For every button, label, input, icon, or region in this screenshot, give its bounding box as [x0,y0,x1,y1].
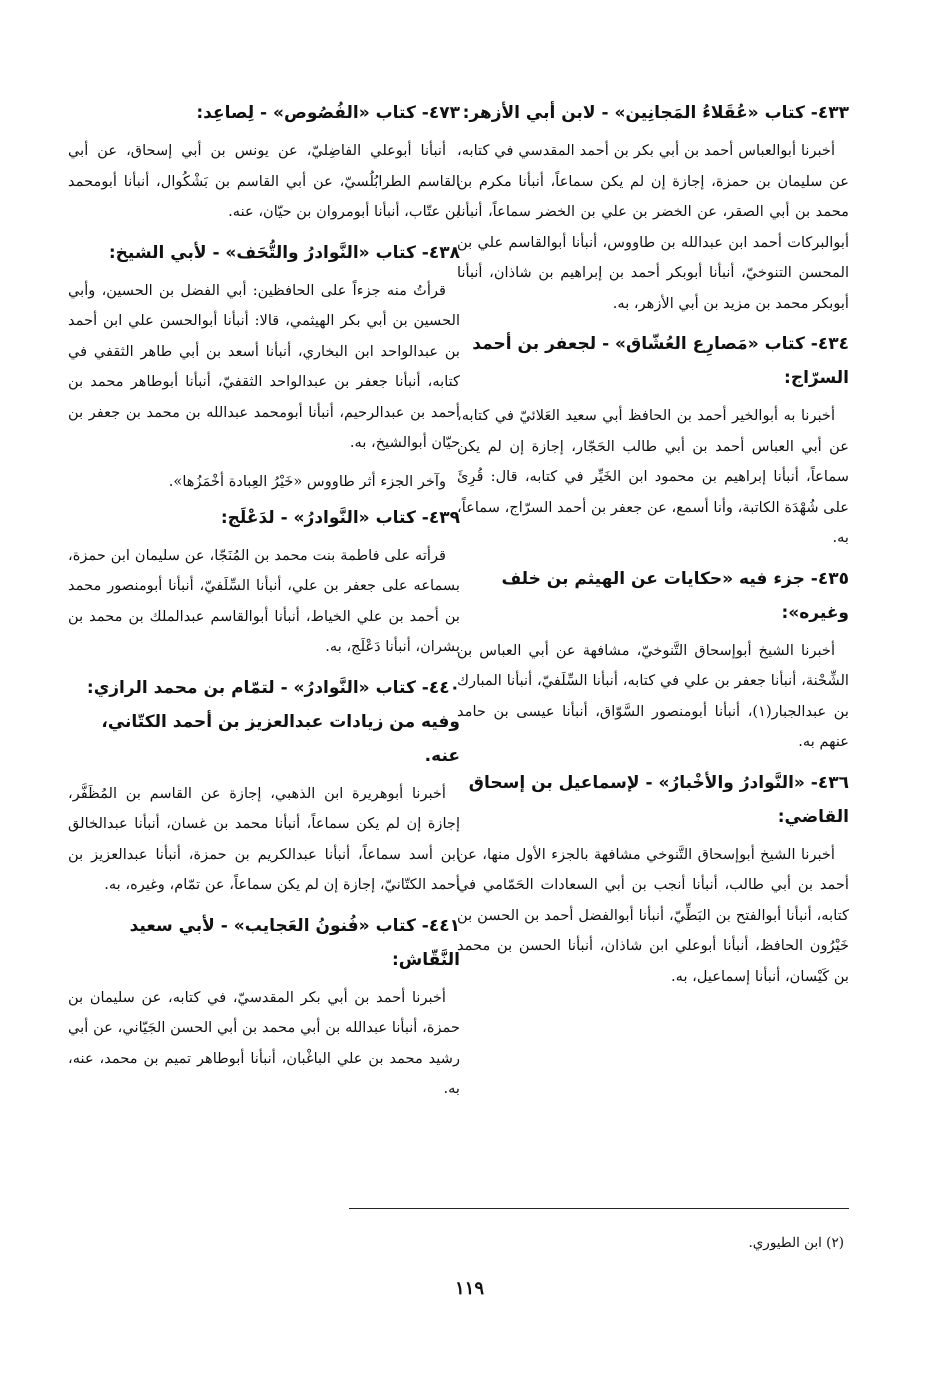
entry-text: أخبرنا الشيخ أبوإسحاق التَّنوخيّ، مشافهة عن أبي العباس بن الشِّحْنة، أنبأنا جعفر بن علي في كتابه، أنبأنا السِّلَفيّ، أنبأنا المبارك بن عبدالجبار(١)، أنبأنا أبومنصور السَّوّاق، أنبأنا عيسى بن حامد عنهم به. [457,641,849,750]
entry-text: قرأتُ منه جزءاً على الحافظين: أبي الفضل بن الحسين، وأبي الحسين بن أبي بكر الهيثمي، قالا: أنبأنا أبوالحسن علي ابن أحمد بن عبدالواحد ابن البخاري، أنبأنا أسعد بن أبي طاهر الثقفي في كتابه، أنبأنا جعفر بن عبدالواحد الثقفيّ، أنبأنا أبوطاهر محمد بن أحمد بن عبدالرحيم، أنبأنا أبومحمد عبدالله بن محمد بن جعفر بن حيّان أبوالشيخ، به. [68,281,460,451]
entry-435 [457,562,849,758]
entry-text: أخبرنا أحمد بن أبي بكر المقدسيّ، في كتابه، عن سليمان بن حمزة، أنبأنا عبدالله بن أبي محمد بن أبي الحسن الجَيّاني، عن أبي رشيد محمد بن علي الباغْبان، أنبأنا أبوطاهر تميم بن محمد، عنه، به. [68,988,460,1097]
entry-440 [68,671,460,901]
entry-473 [68,96,460,228]
entry-heading: ٤٣٦- «النَّوادرُ والأخْبارُ» - لإسماعيل بن إسحاق القاضي: [468,772,849,827]
entry-text: أخبرنا الشيخ أبوإسحاق التَّنوخي مشافهة بالجزء الأول منها، عن أحمد بن أبي طالب، أنبأنا أنجب بن أبي السعادات الحَمّامي في كتابه، أنبأنا أبوالفتح بن البَطِّيّ، أنبأنا أبوالفضل أحمد بن الحسن بن خَيْرُون الحافظ، أنبأنا أبوعلي ابن شاذان، أنبأنا الحسن بن محمد بن كَيْسان، أنبأنا إسماعيل، به. [457,845,849,985]
entry-434 [457,327,849,554]
entry-text: أخبرنا أبوالعباس أحمد بن أبي بكر بن أحمد المقدسي في كتابه، عن سليمان بن حمزة، إجازة إن لم يكن سماعاً، أنبأنا مكرم بن محمد بن أبي الصقر، عن الخضر بن علي بن الخضر سماعاً، أنبأنا أبوالبركات أحمد ابن عبدالله بن طاووس، أنبأنا أبوالقاسم علي بن المحسن التنوخيّ، أنبأنا أبوبكر أحمد بن إبراهيم بن شاذان، أنبأنا أبوبكر محمد بن مزيد بن أبي الأزهر، به. [457,142,849,312]
entry-heading: ٤٣٤- كتاب «مَصارِع العُشّاق» - لجعفر بن أحمد السرّاج: [472,334,849,388]
entry-heading: ٤٣٨- كتاب «النَّوادرُ والتُّحَف» - لأبي الشيخ: [108,242,460,263]
entry-heading: ٤٣٩- كتاب «النَّوادرُ» - لدَعْلَج: [220,507,460,528]
entry-heading: ٤٤١- كتاب «فُنونُ العَجايب» - لأبي سعيد النَّقّاش: [129,915,460,970]
right-column [457,92,849,1000]
footnote-divider [349,1208,849,1209]
entry-441 [68,909,460,1105]
entry-heading: ٤٧٣- كتاب «الفُصُوص» - لِصاعِد: [196,103,460,123]
left-column [68,92,460,1113]
entry-439 [68,501,460,663]
entry-note: وآخر الجزء أثر طاووس «خَيْرُ العِبادة أخْمَزُها». [168,472,446,490]
page-number: ١١٩ [454,1278,484,1299]
entry-text: أخبرنا به أبوالخير أحمد بن الحافظ أبي سعيد العَلائيّ في كتابه، عن أبي العباس أحمد بن أبي طالب الحَجّار، إجازة إن لم يكن سماعاً، أنبأنا إبراهيم بن محمود ابن الخَيِّر في كتابه، قال: قُرِئَ على شُهْدَة الكاتبة، وأنا أسمع، عن جعفر بن أحمد السرّاج، سماعاً، به. [457,407,849,546]
entry-text: أنبأنا أبوعلي الفاضِليّ، عن يونس بن أبي إسحاق، عن أبي القاسم الطرابُلُسيّ، عن أبي القاسم بن بَشْكُوال، أنبأنا أبومحمد بن عتّاب، أنبأنا أبومروان بن حيّان، عنه. [68,142,460,220]
entry-433 [457,96,849,319]
entry-text: قرأته على فاطمة بنت محمد بن المُنَجّا، عن سليمان ابن حمزة، بسماعه على جعفر بن علي، أنبأنا السِّلَفيّ، أنبأنا أبومنصور محمد بن أحمد بن علي الخياط، أنبأنا أبوالقاسم عبدالملك بن محمد بن بشران، أنبأنا دَعْلَج، به. [68,546,460,655]
entry-text: أخبرنا أبوهريرة ابن الذهبي، إجازة عن القاسم بن المُظَفَّر، إجازة إن لم يكن سماعاً، أنبأنا محمد بن غسان، أنبأنا عبدالخالق ابن أسد سماعاً، أنبأنا عبدالكريم بن حمزة، أنبأنا عبدالعزيز بن أحمد الكتّانيّ، إجازة إن لم يكن سماعاً، عن تمّام، وغيره، به. [68,784,460,893]
entry-heading: ٤٣٥- جزء فيه «حكايات عن الهيثم بن خلف وغيره»: [501,568,849,623]
footnote: (٢) ابن الطيوري. [748,1235,844,1251]
entry-436 [457,766,849,993]
entry-438 [68,236,460,497]
entry-heading: ٤٣٣- كتاب «عُقَلاءُ المَجانِين» - لابن أبي الأزهر: [462,103,849,123]
entry-heading: ٤٤٠- كتاب «النَّوادرُ» - لتمّام بن محمد الرازي: وفيه من زيادات عبدالعزيز بن أحمد الكتّاني، عنه. [86,677,460,766]
